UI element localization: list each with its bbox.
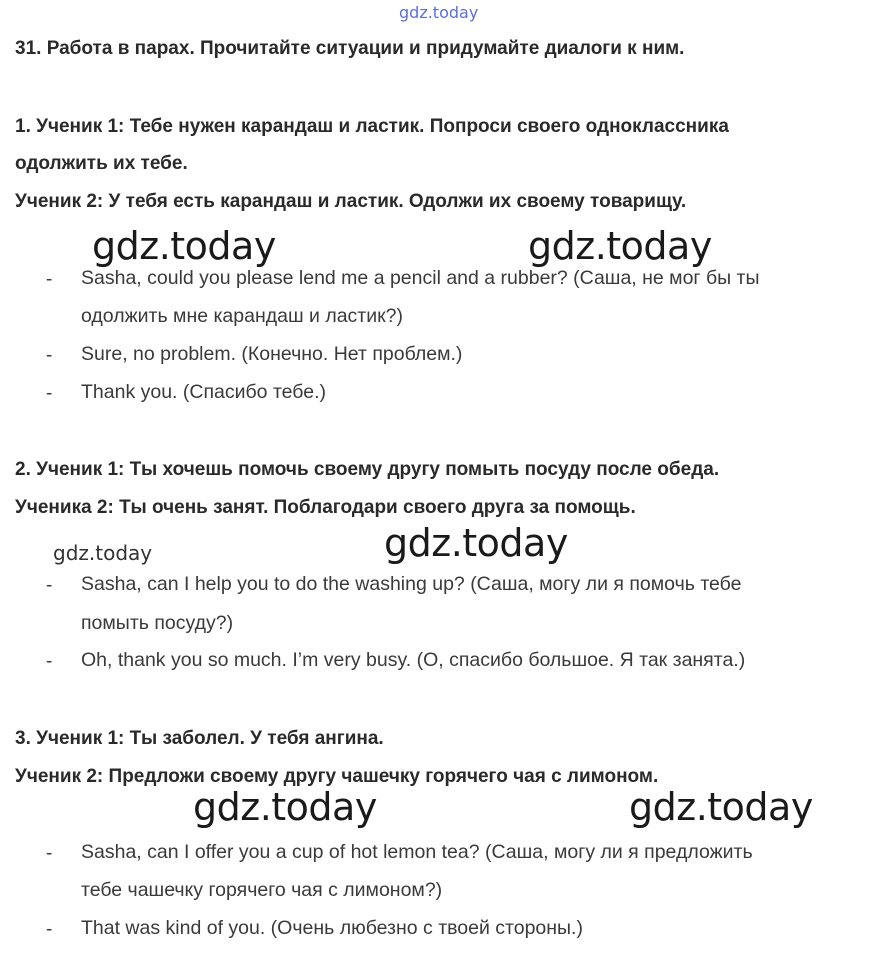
watermark: gdz.today [528, 224, 712, 268]
watermark: gdz.today [629, 785, 813, 829]
watermark: gdz.today [92, 224, 276, 268]
dialogue-line: That was kind of you. (Очень любезно с твоей стороны.) [81, 917, 583, 939]
watermark-top: gdz.today [399, 3, 479, 22]
dialogue-dash: - [46, 651, 53, 672]
dialogue-dash: - [46, 383, 53, 404]
dialogue-line: помыть посуду?) [81, 612, 234, 634]
watermark: gdz.today [384, 521, 568, 565]
task-1-line-2: одолжить их тебе. [15, 153, 188, 174]
task-3-line-2: Ученик 2: Предложи своему другу чашечку горячего чая с лимоном. [15, 766, 659, 787]
dialogue-line: одолжить мне карандаш и ластик?) [81, 305, 403, 327]
task-2-line-2: Ученика 2: Ты очень занят. Поблагодари своего друга за помощь. [15, 497, 636, 518]
dialogue-line: Sure, no problem. (Конечно. Нет проблем.) [81, 343, 463, 365]
dialogue-dash: - [46, 919, 53, 940]
task-3-line-1: 3. Ученик 1: Ты заболел. У тебя ангина. [15, 728, 384, 749]
watermark: gdz.today [193, 785, 377, 829]
dialogue-dash: - [46, 269, 53, 290]
task-1-line-1: 1. Ученик 1: Тебе нужен карандаш и ластик. Попроси своего одноклассника [15, 116, 729, 137]
dialogue-line: Sasha, could you please lend me a pencil and a rubber? (Саша, не мог бы ты [81, 267, 760, 289]
dialogue-line: тебе чашечку горячего чая с лимоном?) [81, 879, 443, 901]
task-1-line-3: Ученик 2: У тебя есть карандаш и ластик. Одолжи их своему товарищу. [15, 191, 687, 212]
dialogue-dash: - [46, 575, 53, 596]
dialogue-line: Thank you. (Спасибо тебе.) [81, 381, 326, 403]
exercise-title: 31. Работа в парах. Прочитайте ситуации и придумайте диалоги к ним. [15, 38, 685, 59]
dialogue-line: Oh, thank you so much. I’m very busy. (О, спасибо большое. Я так занята.) [81, 649, 746, 671]
dialogue-line: Sasha, can I help you to do the washing up? (Саша, могу ли я помочь тебе [81, 573, 742, 595]
watermark: gdz.today [53, 541, 153, 565]
dialogue-dash: - [46, 345, 53, 366]
dialogue-dash: - [46, 843, 53, 864]
dialogue-line: Sasha, can I offer you a cup of hot lemon tea? (Саша, могу ли я предложить [81, 841, 753, 863]
task-2-line-1: 2. Ученик 1: Ты хочешь помочь своему другу помыть посуду после обеда. [15, 459, 720, 480]
